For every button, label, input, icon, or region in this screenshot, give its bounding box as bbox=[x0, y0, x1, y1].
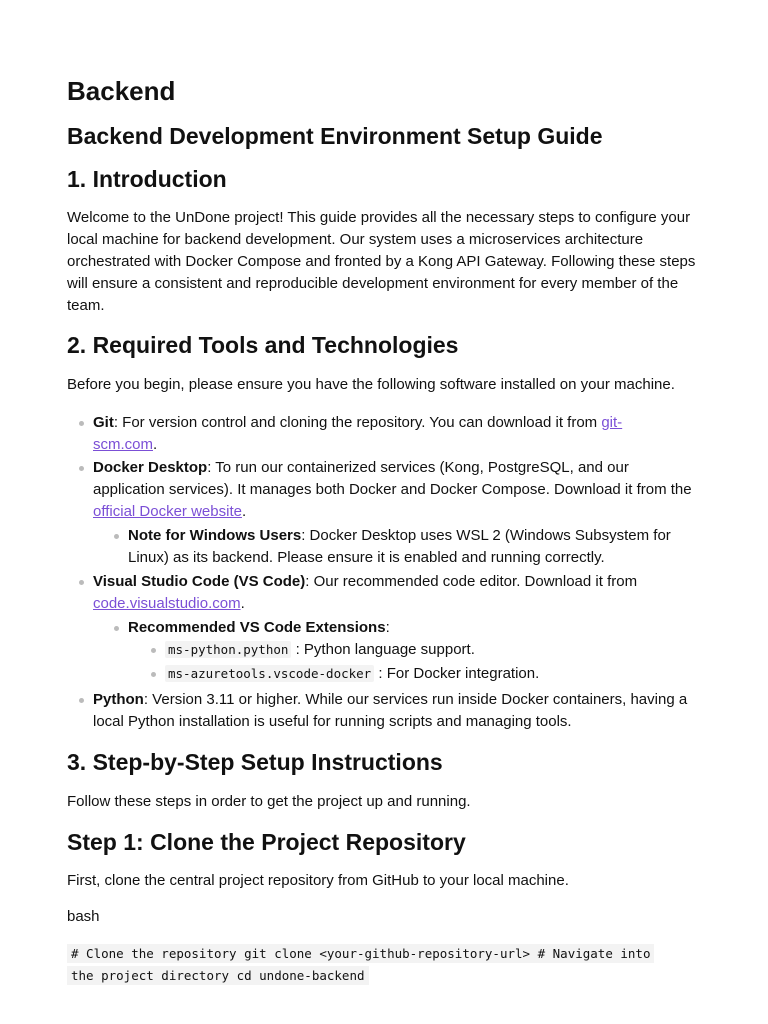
ext-docker-text: : For Docker integration. bbox=[374, 665, 540, 682]
vscode-label: Visual Studio Code (VS Code) bbox=[93, 573, 306, 590]
git-text: : For version control and cloning the repository. You can download it from bbox=[113, 414, 602, 431]
list-item-python bbox=[93, 689, 703, 733]
intro-paragraph: Welcome to the UnDone project! This guide provides all the necessary steps to configure your local machine for backend development. Our system uses a microservices architecture orchestrated with Docker Compose and fronted by a Kong API Gateway. Following these steps will ensure a consistent and reproducible development environment for every member of the team. bbox=[67, 209, 696, 314]
code-line-1: # Clone the repository git clone <your-github-repository-url> # Navigate into bbox=[67, 944, 654, 963]
tools-heading: 2. Required Tools and Technologies bbox=[67, 332, 459, 358]
docker-website-link[interactable]: official Docker website bbox=[93, 503, 242, 520]
ext-python-text: : Python language support. bbox=[291, 641, 475, 658]
list-item-ext-python bbox=[165, 639, 705, 661]
setup-lead: Follow these steps in order to get the project up and running. bbox=[67, 793, 471, 810]
step1-lead: First, clone the central project repository from GitHub to your local machine. bbox=[67, 872, 569, 889]
list-item-vscode: Visual Studio Code (VS Code): Our recommended code editor. Download it from code.visualstudio.com. bbox=[93, 571, 703, 615]
code-line-2: the project directory cd undone-backend bbox=[67, 966, 369, 985]
guide-title: Backend Development Environment Setup Guide bbox=[67, 123, 603, 149]
list-item-vscode-extensions: Recommended VS Code Extensions: bbox=[128, 617, 708, 639]
python-text: : Version 3.11 or higher. While our services run inside Docker containers, having a local Python installation is useful for running scripts and managing tools. bbox=[93, 691, 688, 730]
page-title: Backend bbox=[67, 76, 176, 106]
docker-label: Docker Desktop bbox=[93, 459, 208, 476]
ext-docker-code: ms-azuretools.vscode-docker bbox=[165, 665, 374, 682]
extensions-label: Recommended VS Code Extensions bbox=[128, 619, 386, 636]
git-label: Git bbox=[93, 414, 114, 431]
vscode-text: : Our recommended code editor. Download it from bbox=[305, 573, 638, 590]
intro-heading: 1. Introduction bbox=[67, 166, 227, 192]
docker-text: : To run our containerized services (Kong, PostgreSQL, and our application services). It manages both Docker and Docker Compose. Download it from the bbox=[93, 459, 692, 498]
setup-heading: 3. Step-by-Step Setup Instructions bbox=[67, 749, 443, 775]
list-item-ext-docker bbox=[165, 663, 705, 685]
list-item-windows-note bbox=[128, 525, 708, 569]
windows-note-label: Note for Windows Users bbox=[128, 527, 302, 544]
vscode-link[interactable]: code.visualstudio.com bbox=[93, 595, 241, 612]
python-label: Python bbox=[93, 691, 144, 708]
ext-python-code: ms-python.python bbox=[165, 641, 291, 658]
step1-heading: Step 1: Clone the Project Repository bbox=[67, 829, 466, 855]
list-item-git: Git: For version control and cloning the repository. You can download it from git- scm.com. bbox=[93, 412, 703, 456]
list-item-docker: Docker Desktop: To run our containerized services (Kong, PostgreSQL, and our application services). It manages both Docker and Docker Compose. Download it from the official Docker website. bbox=[93, 457, 703, 523]
code-block bbox=[67, 943, 689, 987]
windows-note-text: : Docker Desktop uses WSL 2 (Windows Subsystem for Linux) as its backend. Please ensure it is enabled and running correctly. bbox=[128, 527, 671, 566]
tools-lead: Before you begin, please ensure you have the following software installed on your machine. bbox=[67, 376, 675, 393]
git-scm-link[interactable]: git- scm.com bbox=[93, 414, 623, 453]
code-language-label: bash bbox=[67, 908, 100, 925]
